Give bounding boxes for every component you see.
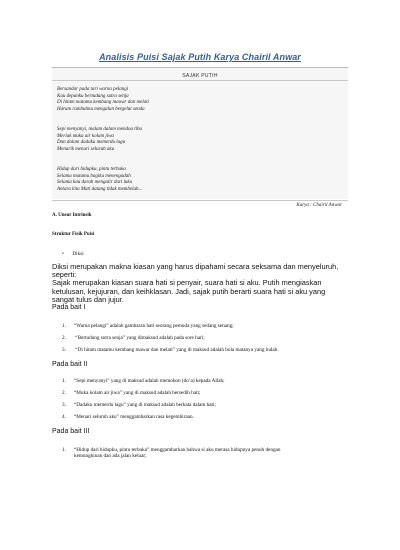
poem-stanza-3: [57, 167, 337, 193]
bait-1-item: 3. “Di hitam matamu kembang mawar dan melati” yang di maksud adalah bola matanya yang indah.: [62, 347, 279, 353]
bait-2-item: 3. “Dadaku memerdu lagu” yang di maksud adalah berkata dalam hati;: [62, 402, 216, 408]
poem-heading-divider: [52, 80, 348, 81]
subsection-heading: Struktur Fisik Puisi: [52, 232, 95, 237]
poem-line: Di hitam matamu kembang mawar dan melati: [57, 100, 149, 106]
bait-2-label: Pada bait II: [52, 361, 88, 368]
bait-2-item: 2. “Muka kolam air jiwa” yang di maksud adalah bersedih hati;: [62, 390, 201, 396]
poem-box: [52, 67, 348, 199]
poem-bottom-divider: [52, 200, 348, 201]
bullet-label: Diksi: [72, 251, 84, 257]
poem-line: Kau depanku bertudung sutra senja: [57, 93, 129, 99]
poem-stanza-2: [57, 127, 337, 153]
poem-line: Dan dalam dadaku memerdu lagu: [57, 140, 126, 146]
paragraph-line: Diksi merupakan makna kiasan yang harus dipahami secara seksama dan menyeluruh,: [52, 262, 339, 271]
poem-heading: SAJAK PUTIH: [182, 73, 218, 79]
bait-1-item: 1. “Warna pelangi” adalah gambaran hati seorang pemuda yang sedang senang;: [62, 323, 234, 329]
paragraph-line: sangat tulus dan jujur.: [52, 294, 124, 304]
paragraph-line: ketulusan, kejujuran, dan keihklasan. Jadi, sajak putih berarti suara hati si aku yang: [52, 286, 326, 296]
bait-2-item: 1. “Sepi menyanyi” yang di maksud adalah memohon (do’a) kepada Allah;: [62, 378, 225, 384]
poem-line: Sepi menyanyi, malam dalam mendoa tiba: [57, 127, 142, 132]
poem-line: Hidup dari hidupku, pintu terbuka: [57, 167, 126, 172]
poem-line: Selama matamu bagiku menengadah: [57, 173, 131, 179]
bait-3-item: 1. “Hidup dari hidupku, pintu terbuka” menggambarkan bahwa si aku merasa hidupnya penuh dengan kemungkinan dan ada jalan keluar;: [62, 447, 281, 460]
section-heading: A. Unsur Intrinsik: [52, 213, 92, 218]
poem-line: Selama kau darah mengalir dari luka: [57, 180, 133, 186]
poem-stanza-1: [57, 87, 337, 113]
bait-2-item: 4. “Menari seluruh aku” menggambarkan rasa kegembiraan.: [62, 414, 194, 420]
bullet-icon: •: [62, 251, 64, 257]
poem-signature: Karya : Chairil Anwar: [296, 203, 342, 208]
diksi-paragraph: [52, 263, 338, 304]
poem-line: Meriak muka air kolam jiwa: [57, 133, 114, 139]
poem-line: Bersandar pada tari warna pelangi: [57, 87, 129, 92]
poem-line: Harum rambutmu mengalun bergelut senda: [57, 106, 145, 112]
paragraph-line: seperti:: [52, 270, 77, 280]
bullet-item-diksi: [62, 251, 84, 257]
poem-line: Antara kita Mati datang tidak membelah...: [57, 186, 143, 192]
page-title: Analisis Puisi Sajak Putih Karya Chairil Anwar: [99, 52, 301, 62]
poem-line: Menarik menari seluruh aku: [57, 146, 115, 152]
bait-3-label: Pada bait III: [52, 428, 90, 435]
paragraph-line: Sajak merupakan kiasan suara hati si penyair, suara hati si aku. Putih mengiaskan: [52, 278, 322, 288]
bait-1-item: 2. “Bertudung sutra senja” yang dimaksud adalah pada sore hari;: [62, 335, 205, 341]
bait-1-label: Pada bait I: [52, 304, 86, 311]
